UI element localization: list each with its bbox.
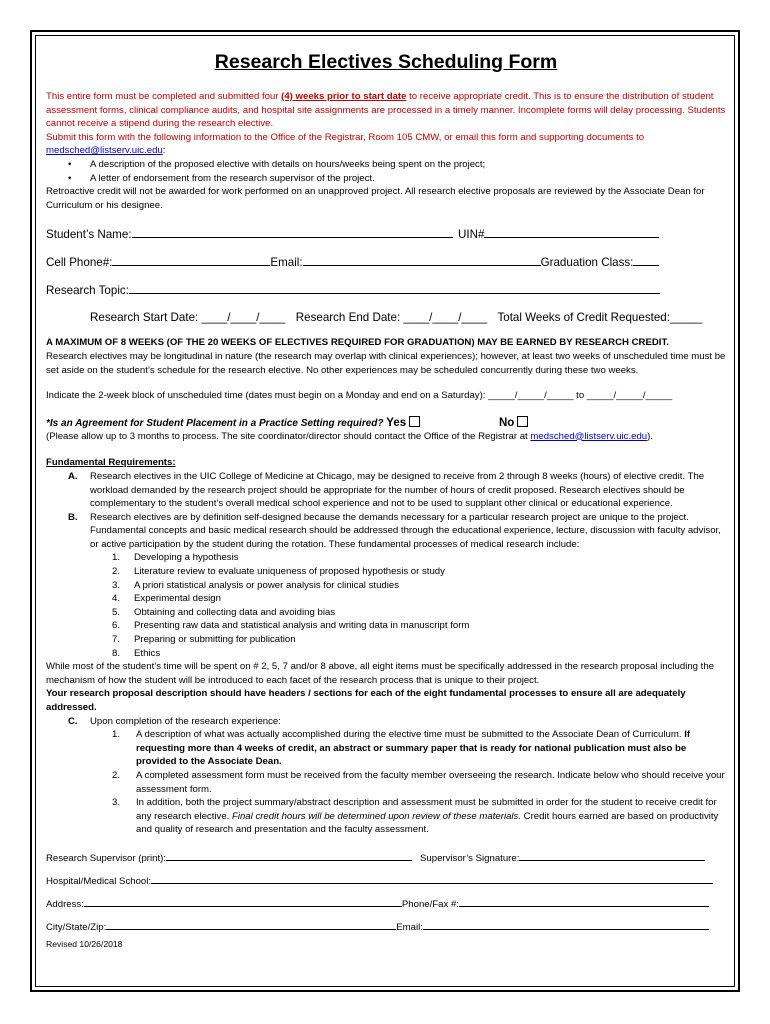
revised-date: Revised 10/26/2018 bbox=[46, 938, 123, 949]
item-number: 6. bbox=[112, 620, 121, 632]
requirement-a-label: A. bbox=[68, 470, 78, 482]
item-text: A priori statistical analysis or power analysis for clinical studies bbox=[134, 579, 399, 591]
requirement-a bbox=[46, 470, 726, 511]
research-topic-row bbox=[46, 282, 726, 296]
retroactive-note: Retroactive credit will not be awarded for work performed on an unapproved project. All research elective proposals are reviewed by the Associate Dean for Curriculum or his designee. bbox=[46, 186, 705, 211]
requirement-b-label: B. bbox=[68, 511, 78, 523]
registrar-email-link[interactable]: medsched@listserv.uic.edu bbox=[46, 145, 163, 157]
submit-instructions bbox=[46, 131, 726, 145]
requirement-c bbox=[46, 715, 726, 729]
requirements-heading: Fundamental Requirements: bbox=[46, 457, 176, 469]
agreement-note bbox=[46, 430, 726, 444]
graduation-class-label: Graduation Class: bbox=[540, 256, 634, 270]
city-field[interactable] bbox=[106, 919, 396, 930]
submit-text: Submit this form with the following information to the Office of the Registrar, Room 105 CMW, or email this form and supporting documents to bbox=[46, 131, 645, 143]
list-item bbox=[46, 579, 726, 593]
supervisor-email-label: Email: bbox=[396, 921, 423, 933]
email-colon: : bbox=[162, 145, 166, 157]
item-text: Preparing or submitting for publication bbox=[134, 634, 296, 646]
list-item bbox=[46, 619, 726, 633]
graduation-class-field[interactable] bbox=[633, 254, 659, 266]
uin-label: UIN# bbox=[458, 228, 485, 242]
maximum-heading: A MAXIMUM OF 8 WEEKS (OF THE 20 WEEKS OF ELECTIVES REQUIRED FOR GRADUATION) MAY BE EARNED BY RESEARCH CREDIT. bbox=[46, 337, 669, 349]
agreement-note-text: (Please allow up to 3 months to process. The site coordinator/director should contact the Office of the Registrar at bbox=[46, 430, 531, 442]
supervisor-row bbox=[46, 850, 726, 863]
submit-email-line bbox=[46, 144, 726, 158]
list-item bbox=[46, 172, 726, 186]
item-text: Developing a hypothesis bbox=[134, 552, 239, 564]
item-number: 3. bbox=[112, 797, 121, 809]
item-number: 2. bbox=[112, 566, 121, 578]
phone-fax-label: Phone/Fax #: bbox=[401, 898, 459, 910]
agreement-no-label: No bbox=[499, 416, 515, 429]
requirement-a-text: Research electives in the UIC College of Medicine at Chicago, may be designed to receive from 2 through 8 weeks (hours) of elective credit. The workload demanded by the research project should be appropriate for the number of hours of credit proposed. Research electives should be complementary to the student’s overall medical school experience and not to be used to supplant other clinical or educational experience. bbox=[90, 470, 705, 510]
hospital-row bbox=[46, 873, 726, 886]
item-text: Ethics bbox=[134, 647, 161, 659]
list-item bbox=[46, 565, 726, 579]
supervisor-print-field[interactable] bbox=[166, 850, 412, 861]
signature-group bbox=[420, 850, 705, 865]
item-number: 1. bbox=[112, 729, 121, 741]
while-note: While most of the student’s time will be spent on # 2, 5, 7 and/or 8 above, all eight items must be specifically addressed in the research proposal including the mechanism of how the student will be introduced to each facet of the research process that is unique to their project. bbox=[46, 661, 715, 686]
email-label: Email: bbox=[270, 256, 303, 270]
address-label: Address: bbox=[46, 898, 84, 910]
list-item bbox=[46, 606, 726, 620]
item-text: A completed assessment form must be received from the faculty member overseeing the research. Indicate below who should receive your assessment form. bbox=[136, 769, 725, 795]
intro-text-1a: This entire form must be completed and submitted four bbox=[46, 91, 282, 102]
list-item bbox=[46, 592, 726, 606]
student-name-row bbox=[46, 226, 726, 240]
bullet-list bbox=[46, 158, 726, 185]
agreement-note-end: ). bbox=[647, 430, 654, 442]
agreement-row bbox=[46, 416, 726, 430]
fundamental-process-list bbox=[46, 551, 726, 660]
contact-row bbox=[46, 254, 726, 268]
list-item bbox=[46, 647, 726, 661]
agreement-email-link[interactable]: medsched@listserv.uic.edu bbox=[530, 430, 648, 442]
phone-fax-field[interactable] bbox=[459, 896, 709, 907]
dates-row bbox=[46, 311, 726, 325]
student-name-field[interactable] bbox=[132, 226, 453, 238]
item-number: 2. bbox=[112, 769, 121, 781]
total-weeks-field[interactable]: Total Weeks of Credit Requested:_____ bbox=[497, 311, 703, 325]
item-text: Presenting raw data and statistical analysis and writing data in manuscript form bbox=[134, 620, 470, 632]
maximum-body: Research electives may be longitudinal in nature (the research may overlap with clinical experiences); however, at least two weeks of unscheduled time must be set aside on the student’s schedule for the research elective. No other experiences may be scheduled concurrently during these two weeks. bbox=[46, 350, 726, 376]
city-row bbox=[46, 919, 726, 932]
item-text-2: Credit hours earned are based on productivity and quality of research and presentation and the faculty assessment. bbox=[136, 810, 719, 836]
item-number: 3. bbox=[112, 579, 121, 591]
requirement-b bbox=[46, 511, 726, 552]
cell-phone-label: Cell Phone#: bbox=[46, 256, 113, 270]
cell-phone-field[interactable] bbox=[112, 254, 270, 266]
intro-deadline: (4) weeks prior to start date bbox=[281, 91, 407, 102]
list-item bbox=[46, 728, 726, 769]
item-text: In addition, both the project summary/abstract description and assessment must be submitted in order for the student to receive credit for any research elective. bbox=[136, 797, 717, 822]
item-bold-text: If requesting more than 4 weeks of credit, an abstract or summary paper that is ready for national publication must also be provided to the Associate Dean. bbox=[136, 729, 691, 768]
list-item bbox=[46, 633, 726, 647]
requirement-c-label: C. bbox=[68, 715, 78, 727]
item-italic-text: Final credit hours will be determined upon review of these materials. bbox=[231, 810, 522, 822]
uin-group bbox=[458, 226, 659, 242]
hospital-label: Hospital/Medical School: bbox=[46, 875, 152, 887]
agreement-no-checkbox[interactable] bbox=[517, 416, 528, 427]
intro-paragraph bbox=[46, 90, 726, 131]
item-text: A description of what was actually accomplished during the elective time must be submitted to the Associate Dean of Curriculum. bbox=[136, 729, 685, 741]
address-row bbox=[46, 896, 726, 909]
proposal-note: Your research proposal description should have headers / sections for each of the eight fundamental processes to ensure all are adequately addressed. bbox=[46, 688, 686, 713]
hospital-field[interactable] bbox=[151, 873, 713, 884]
item-number: 1. bbox=[112, 552, 121, 564]
address-field[interactable] bbox=[84, 896, 402, 907]
end-date-field[interactable]: Research End Date: ____/____/____ bbox=[295, 311, 488, 325]
requirement-c-text: Upon completion of the research experience: bbox=[90, 715, 281, 727]
research-topic-field[interactable] bbox=[129, 282, 660, 294]
intro-text-1c: to receive appropriate credit. This is to ensure the distribution of student assessment forms, clinical compliance audits, and hospital site assignments are processed in a timely manner. Incomplete forms will delay processing. Students cannot receive a stipend during the research elective. bbox=[46, 91, 726, 130]
item-number: 4. bbox=[112, 593, 121, 605]
bullet-text-1: A description of the proposed elective with details on hours/weeks being spent on the project; bbox=[90, 158, 486, 170]
requirement-b-text: Research electives are by definition self-designed because the demands necessary for a particular research project are unique to the project. Fundamental concepts and basic medical research should be addressed through the educational experience, lecture, discussion with faculty advisor, or active participation by the student during the rotation. These fundamental processes of medical research include: bbox=[90, 511, 721, 550]
bullet-text-2: A letter of endorsement from the research supervisor of the project. bbox=[90, 172, 375, 184]
agreement-yes-label: Yes bbox=[386, 416, 407, 429]
item-text: Experimental design bbox=[134, 593, 221, 605]
item-number: 8. bbox=[112, 647, 121, 659]
email-field[interactable] bbox=[303, 254, 541, 266]
no-group bbox=[499, 416, 528, 431]
form-title: Research Electives Scheduling Form bbox=[214, 51, 558, 73]
item-number: 5. bbox=[112, 606, 121, 618]
student-name-label: Student’s Name: bbox=[46, 228, 132, 242]
block-line[interactable]: Indicate the 2-week block of unscheduled time (dates must begin on a Monday and end on a Saturday): _____/_____/_____ to _____/_____/_____ bbox=[46, 390, 673, 402]
item-text: Literature review to evaluate uniqueness of proposed hypothesis or study bbox=[134, 566, 445, 578]
supervisor-signature-field[interactable] bbox=[519, 850, 705, 861]
form-content bbox=[46, 44, 726, 952]
uin-field[interactable] bbox=[484, 226, 659, 238]
agreement-question: *Is an Agreement for Student Placement in a Practice Setting required? bbox=[46, 417, 384, 429]
city-label: City/State/Zip: bbox=[46, 921, 107, 933]
agreement-yes-checkbox[interactable] bbox=[409, 416, 420, 427]
item-text: Obtaining and collecting data and avoiding bias bbox=[134, 606, 336, 618]
research-topic-label: Research Topic: bbox=[46, 284, 129, 298]
list-item bbox=[46, 158, 726, 172]
bullet-icon: • bbox=[68, 158, 72, 170]
item-number: 7. bbox=[112, 634, 121, 646]
start-date-field[interactable]: Research Start Date: ____/____/____ bbox=[90, 311, 286, 325]
supervisor-email-field[interactable] bbox=[423, 919, 709, 930]
bullet-icon: • bbox=[68, 172, 72, 184]
list-item bbox=[46, 796, 726, 837]
list-item bbox=[46, 551, 726, 565]
list-item bbox=[46, 769, 726, 796]
supervisor-signature-label: Supervisor’s Signature: bbox=[420, 852, 520, 864]
supervisor-print-label: Research Supervisor (print): bbox=[46, 852, 166, 864]
